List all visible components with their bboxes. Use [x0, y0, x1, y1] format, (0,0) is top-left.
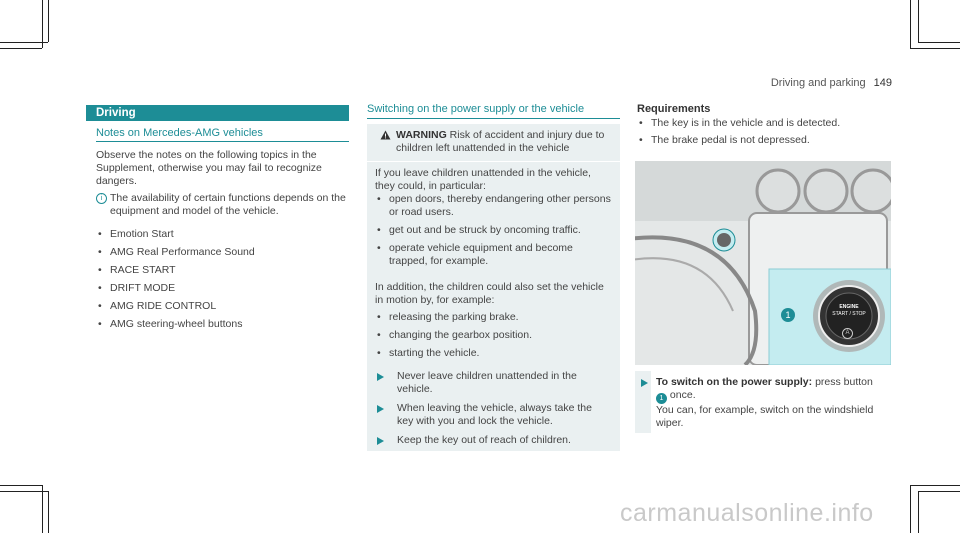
- crop-mark: [48, 491, 49, 533]
- crop-mark: [48, 0, 49, 42]
- list-item: • AMG RIDE CONTROL: [96, 297, 348, 315]
- list-item: • Emotion Start: [96, 225, 348, 243]
- feature-list: [96, 225, 348, 333]
- list-item: • DRIFT MODE: [96, 279, 348, 297]
- requirements-list: [637, 115, 891, 149]
- warning-triangle-icon: [380, 130, 391, 140]
- start-stop-label: START / STOP: [832, 311, 866, 317]
- warning-divider: [367, 161, 620, 162]
- crop-mark: [918, 42, 960, 43]
- crop-mark: [42, 485, 43, 533]
- left-intro: Observe the notes on the following topics in the Supplement, otherwise you may fail to recognize dangers.: [96, 149, 322, 187]
- list-item: • operate vehicle equipment and become trapped, for example.: [375, 242, 611, 268]
- crop-mark: [0, 42, 48, 43]
- running-header: [771, 77, 892, 89]
- a-circle-icon: A: [842, 328, 853, 339]
- warning-heading: [372, 128, 616, 158]
- action-callout: 1: [656, 393, 667, 404]
- requirements-title: Requirements: [637, 103, 711, 115]
- dashboard-image: [635, 161, 891, 365]
- list-item: • The brake pedal is not depressed.: [637, 132, 891, 149]
- action-title: To switch on the power supply:: [656, 376, 813, 388]
- engine-button-label: [826, 304, 872, 318]
- action-text: press button: [815, 376, 873, 388]
- left-subtitle-rule: [96, 141, 349, 142]
- step-text: When leaving the vehicle, always take the key with you and lock the vehicle.: [397, 402, 592, 427]
- crop-mark: [42, 0, 43, 48]
- step-arrow-icon: [377, 373, 384, 381]
- watermark: carmanualsonline.info: [620, 499, 874, 527]
- section-title-bar: Driving: [86, 105, 349, 121]
- warning-label: WARNING: [396, 129, 447, 141]
- leave-list: [375, 193, 611, 268]
- step-arrow-icon: [377, 437, 384, 445]
- crop-mark: [910, 485, 960, 486]
- step-arrow-icon: [641, 379, 648, 387]
- left-subtitle: Notes on Mercedes-AMG vehicles: [96, 127, 263, 139]
- action-note: You can, for example, switch on the windshield wiper.: [656, 404, 874, 429]
- list-item: • AMG Real Performance Sound: [96, 243, 348, 261]
- image-callout: 1: [781, 308, 795, 322]
- crop-mark: [918, 491, 960, 492]
- page-number: 149: [873, 77, 892, 89]
- action-line: [656, 376, 892, 430]
- crop-mark: [910, 485, 911, 533]
- crop-mark: [910, 48, 960, 49]
- info-note: The availability of certain functions depends on the equipment and model of the vehicle.: [110, 192, 346, 217]
- motion-list: [375, 308, 611, 362]
- step-text: Keep the key out of reach of children.: [397, 434, 571, 446]
- crop-mark: [910, 0, 911, 48]
- leave-text: If you leave children unattended in the vehicle, they could, in particular:: [375, 167, 591, 192]
- list-item: • The key is in the vehicle and is detected.: [637, 115, 891, 132]
- step-text: Never leave children unattended in the vehicle.: [397, 370, 577, 395]
- warning-text: Risk of accident and injury due to children left unattended in the vehicle: [396, 129, 605, 154]
- list-item: • open doors, thereby endangering other persons or road users.: [375, 193, 611, 219]
- list-item: • RACE START: [96, 261, 348, 279]
- header-section: Driving and parking: [770, 77, 866, 89]
- middle-subtitle-rule: [367, 118, 620, 119]
- motion-text: In addition, the children could also set the vehicle in motion by, for example:: [375, 281, 604, 306]
- list-item: • get out and be struck by oncoming traffic.: [375, 224, 611, 237]
- list-item: • releasing the parking brake.: [375, 308, 611, 326]
- crop-mark: [918, 0, 919, 42]
- list-item: • AMG steering-wheel buttons: [96, 315, 348, 333]
- crop-mark: [0, 48, 42, 49]
- engine-label: ENGINE: [839, 304, 859, 310]
- info-icon: i: [96, 193, 107, 204]
- step-arrow-icon: [377, 405, 384, 413]
- crop-mark: [0, 491, 48, 492]
- middle-subtitle: Switching on the power supply or the vehicle: [367, 103, 585, 115]
- list-item: • starting the vehicle.: [375, 344, 611, 362]
- crop-mark: [0, 485, 42, 486]
- crop-mark: [918, 491, 919, 533]
- action-text-2: once.: [669, 389, 696, 401]
- list-item: • changing the gearbox position.: [375, 326, 611, 344]
